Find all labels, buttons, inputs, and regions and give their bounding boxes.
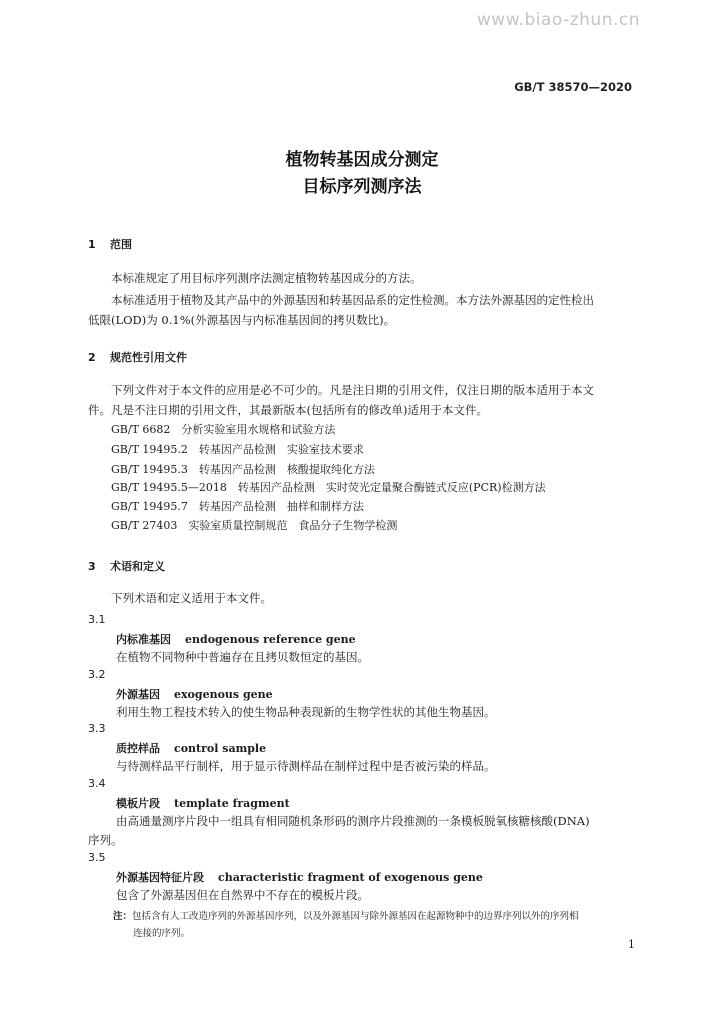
note-label: 注： [113,911,133,922]
reference-item: GB/T 19495.7 转基因产品检测 抽样和制样方法 [111,500,364,513]
term-definition: 包含了外源基因但在自然界中不存在的模板片段。 [116,888,369,902]
term-heading [116,795,290,811]
clause-number: 3.5 [88,851,106,864]
page-number: 1 [628,938,635,951]
term-definition: 由高通量测序片段中一组具有相同随机条形码的测序片段推测的一条模板脱氧核糖核酸(DNA) [116,814,590,828]
term-zh: 外源基因 [116,688,160,701]
section-2-title: 规范性引用文件 [110,351,187,364]
section-3-title: 术语和定义 [110,560,165,573]
term-zh: 模板片段 [116,797,160,810]
term-definition: 利用生物工程技术转入的使生物品种表现新的生物学性状的其他生物基因。 [116,705,496,719]
clause-number: 3.1 [88,613,106,626]
note-text: 包括含有人工改造序列的外源基因序列，以及外源基因与除外源基因在起源物种中的边界序列以外的序列相 [132,911,579,922]
watermark: www.biao-zhun.cn [476,10,640,30]
section-1-para-1: 本标准规定了用目标序列测序法测定植物转基因成分的方法。 [111,271,422,285]
term-en: characteristic fragment of exogenous gene [218,871,483,884]
reference-item: GB/T 6682 分析实验室用水规格和试验方法 [111,423,336,436]
section-3-number: 3 [88,560,96,573]
section-1-title: 范围 [110,238,132,251]
reference-item: GB/T 19495.3 转基因产品检测 核酸提取纯化方法 [111,463,375,476]
clause-number: 3.2 [88,668,106,681]
section-1-heading [88,236,132,252]
term-en: control sample [174,742,267,755]
section-1-para-2-line-1: 本标准适用于植物及其产品中的外源基因和转基因品系的定性检测。本方法外源基因的定性检出 [111,293,594,307]
term-zh: 外源基因特征片段 [116,871,204,884]
term-heading [116,740,266,756]
section-1-number: 1 [88,238,96,251]
reference-item: GB/T 27403 实验室质量控制规范 食品分子生物学检测 [111,519,398,532]
section-3-intro: 下列术语和定义适用于本文件。 [111,591,272,605]
term-heading [116,869,483,885]
clause-number: 3.4 [88,777,106,790]
title-line-2: 目标序列测序法 [302,177,422,197]
standard-code: GB/T 38570—2020 [514,80,632,94]
term-definition: 在植物不同物种中普遍存在且拷贝数恒定的基因。 [116,650,369,664]
section-2-heading [88,349,187,365]
clause-number: 3.3 [88,722,106,735]
term-en: exogenous gene [174,688,273,701]
term-zh: 质控样品 [116,742,160,755]
term-en: endogenous reference gene [185,633,356,646]
section-2-intro-line-2: 件。凡是不注日期的引用文件，其最新版本(包括所有的修改单)适用于本文件。 [88,403,488,417]
term-zh: 内标准基因 [116,633,171,646]
reference-item: GB/T 19495.5—2018 转基因产品检测 实时荧光定量聚合酶链式反应(PCR)检测方法 [111,481,546,494]
section-2-number: 2 [88,351,96,364]
note-line-2: 连接的序列。 [133,928,191,939]
section-3-heading [88,558,165,574]
term-definition-continued: 序列。 [88,833,123,847]
note-line-1 [113,908,579,922]
reference-item: GB/T 19495.2 转基因产品检测 实验室技术要求 [111,443,364,456]
section-1-para-2-line-2: 低限(LOD)为 0.1%(外源基因与内标准基因间的拷贝数比)。 [88,313,396,327]
term-definition: 与待测样品平行制样，用于显示待测样品在制样过程中是否被污染的样品。 [116,759,496,773]
term-heading [116,631,356,647]
section-2-intro-line-1: 下列文件对于本文件的应用是必不可少的。凡是注日期的引用文件，仅注日期的版本适用于本文 [111,383,594,397]
term-heading [116,686,273,702]
title-line-1: 植物转基因成分测定 [285,150,439,170]
term-en: template fragment [174,797,290,810]
